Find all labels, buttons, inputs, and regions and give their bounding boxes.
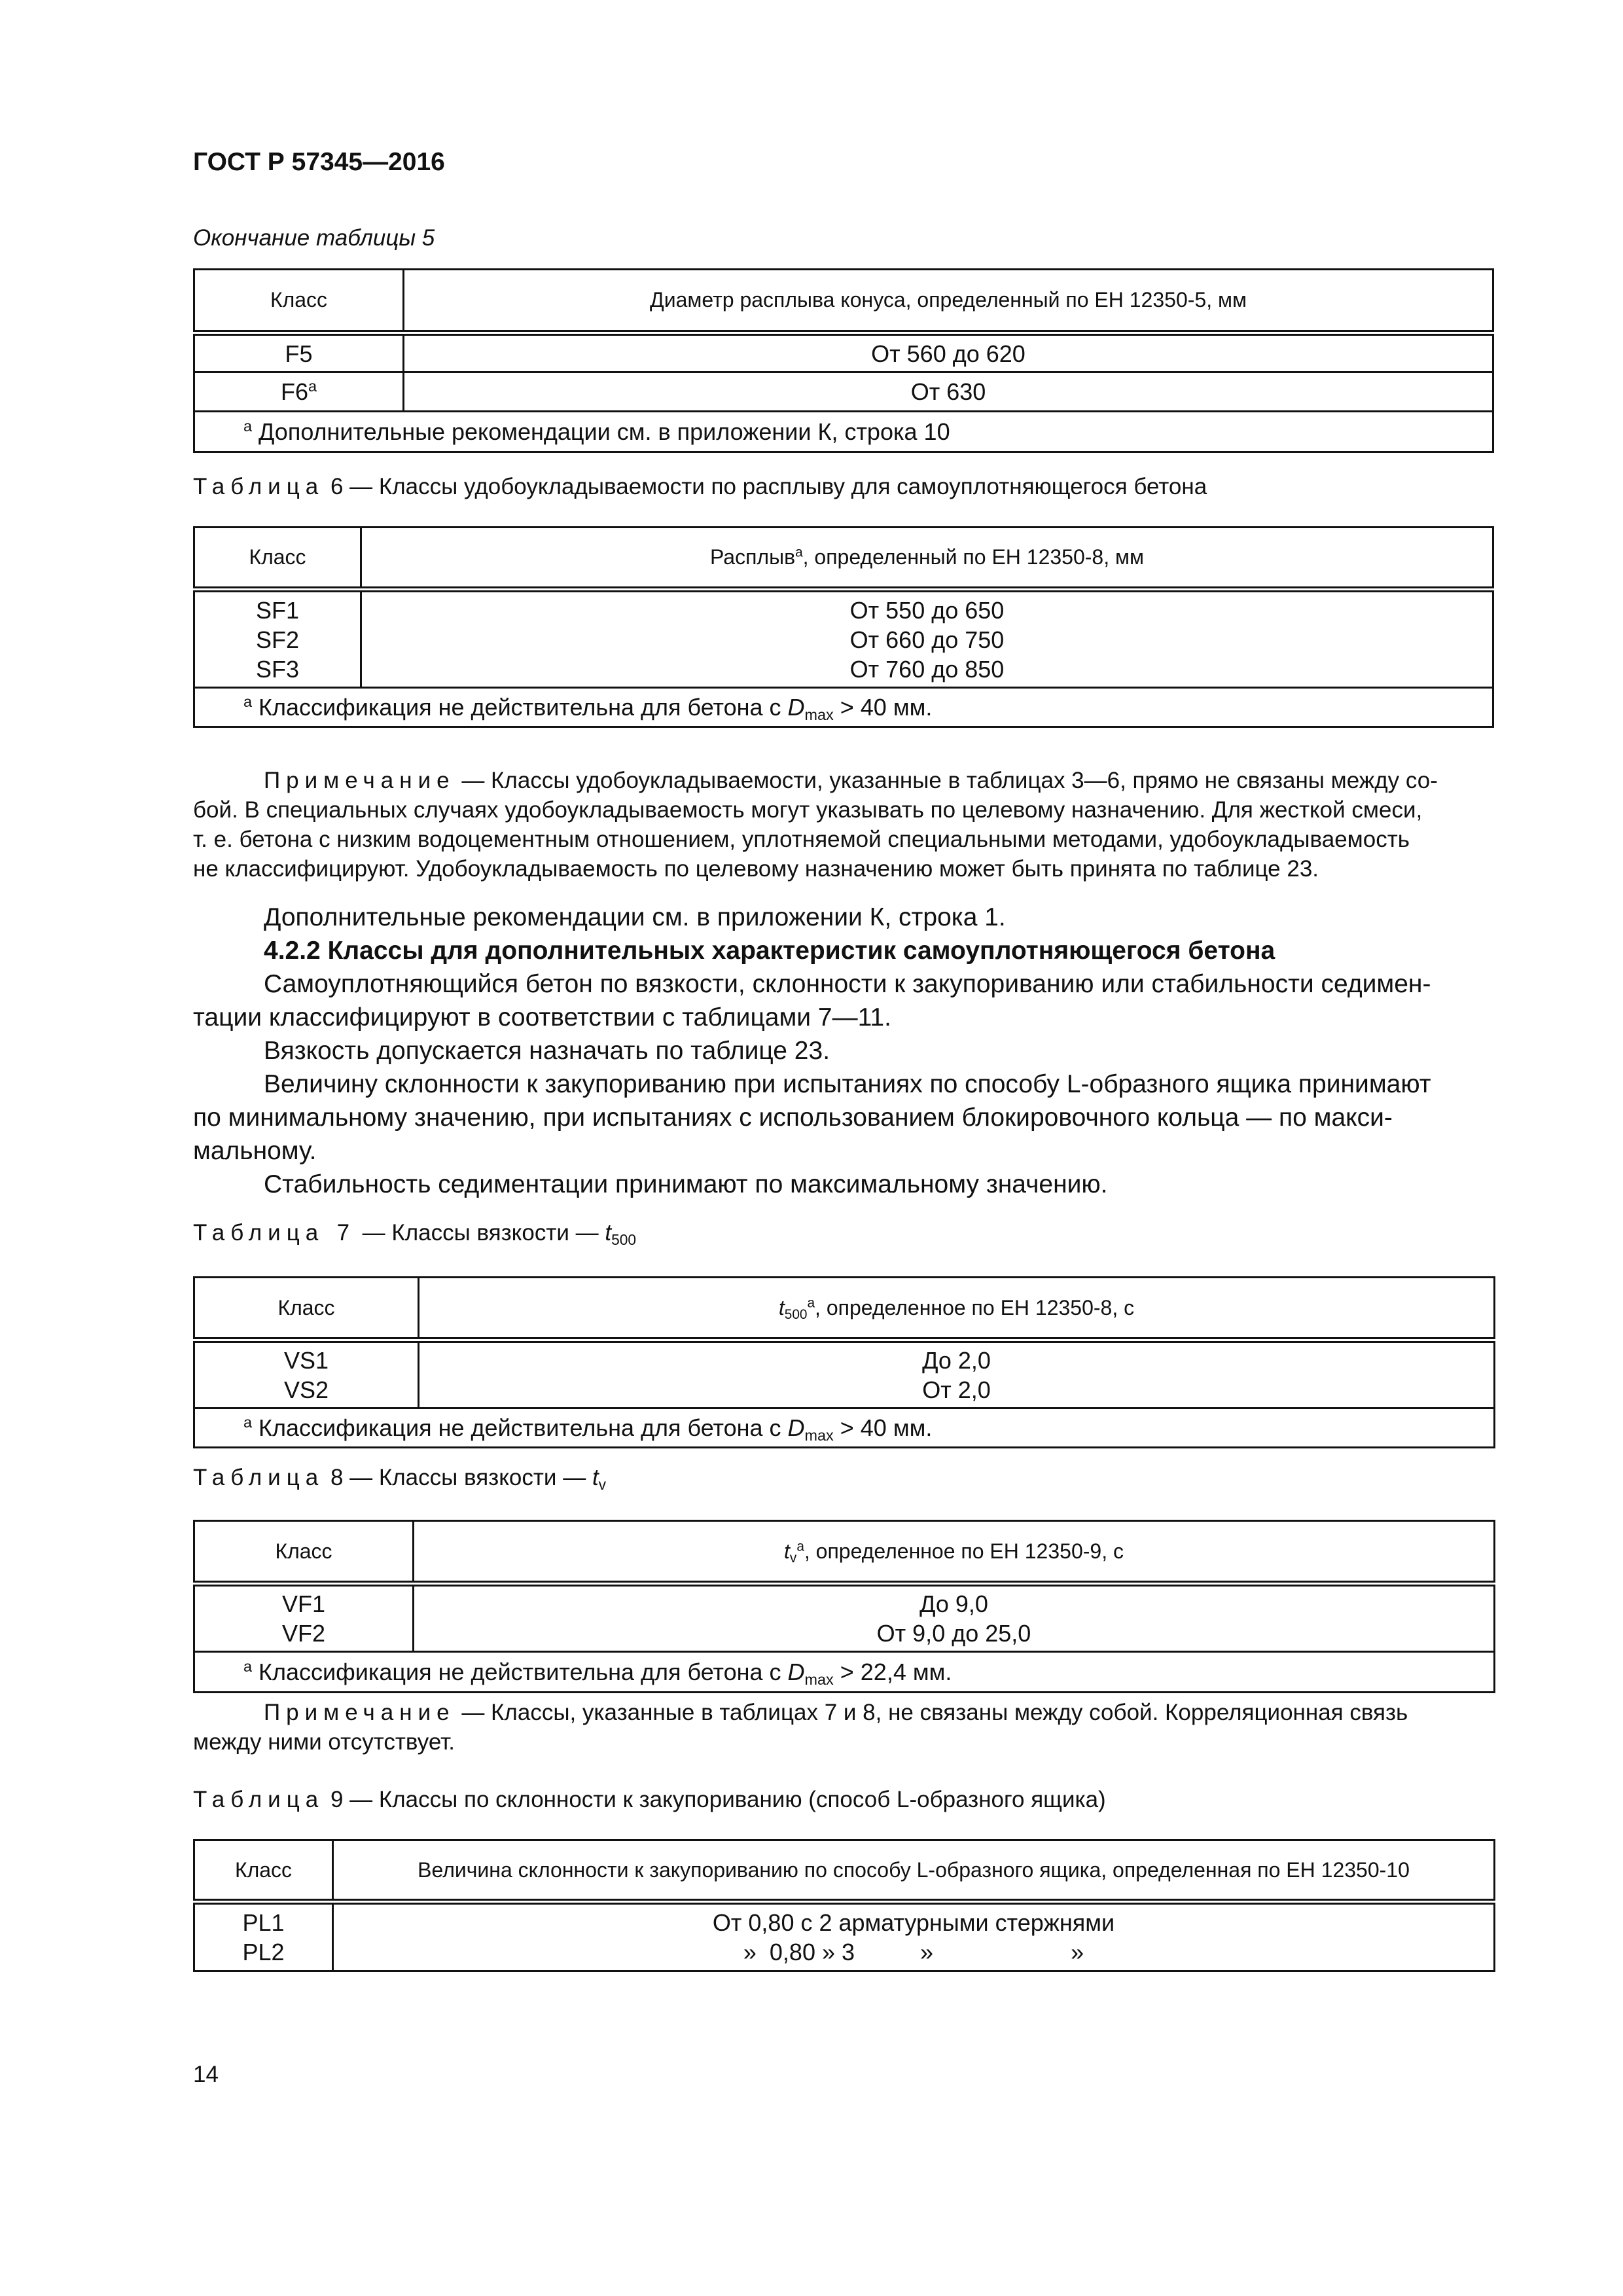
body-text [193, 901, 1494, 1201]
table7-classes [194, 1340, 419, 1408]
table8-class-1: VF1 [281, 1590, 326, 1617]
table5-row1-value: От 560 до 620 [404, 333, 1493, 372]
table9-class-1: PL1 [242, 1909, 285, 1936]
table8 [193, 1520, 1495, 1693]
note1-line2: бой. В специальных случаях удобоукладываемость могут указывать по целевому назначению. Для жесткой смеси, [193, 797, 1423, 823]
table5-col-value: Диаметр расплыва конуса, определенный по ЕН 12350-5, мм [404, 270, 1493, 333]
table8-caption: Таблица 8 — Классы вязкости — $t_v$ [193, 1465, 607, 1493]
paragraph-stability: Стабильность седиментации принимают по максимальному значению. [264, 1170, 1108, 1198]
note1-line3: т. е. бетона с низким водоцементным отношением, уплотняемой специальными методами, удобоукладываемость [193, 827, 1410, 852]
table6 [193, 526, 1494, 728]
paragraph-classification-l1: Самоуплотняющийся бетон по вязкости, склонности к закупориванию или стабильности седимен- [264, 970, 1431, 998]
table7 [193, 1276, 1495, 1448]
document-header: ГОСТ Р 57345—2016 [193, 148, 445, 176]
table7-value-1: До 2,0 [922, 1347, 991, 1374]
table7-value-2: От 2,0 [922, 1376, 991, 1403]
table8-values [414, 1584, 1495, 1652]
table6-value-2: От 660 до 750 [849, 626, 1005, 653]
note2 [193, 1698, 1495, 1757]
table5-row2-value: От 630 [404, 372, 1493, 412]
table9-col-value: Величина склонности к закупориванию по способу L-образного ящика, определенная по ЕН 12350-10 [333, 1840, 1495, 1902]
note1 [193, 766, 1494, 884]
table9 [193, 1839, 1495, 1972]
note2-line2: между ними отсутствует. [193, 1729, 455, 1755]
table8-value-2: От 9,0 до 25,0 [876, 1620, 1031, 1647]
table5 [193, 268, 1494, 453]
table7-caption: Таблица 7 — Классы вязкости — $t_{500}$ [193, 1220, 637, 1248]
table8-footnote: $^a$ Классификация не действительна для бетона с $D_{max} > 22,4$ мм. [194, 1652, 1495, 1693]
table5-row1-class: F5 [194, 333, 404, 372]
paragraph-recommendations: Дополнительные рекомендации см. в приложении К, строка 1. [264, 903, 1006, 931]
table8-col-class: Класс [194, 1521, 414, 1584]
table9-classes [194, 1902, 333, 1971]
table9-value-1: От 0,80 с 2 арматурными стержнями [712, 1909, 1115, 1936]
section-heading: 4.2.2 Классы для дополнительных характеристик самоуплотняющегося бетона [264, 937, 1275, 965]
table9-values [333, 1902, 1495, 1971]
paragraph-viscosity: Вязкость допускается назначать по таблице 23. [264, 1037, 830, 1065]
note1-line1: Примечание — Классы удобоукладываемости, указанные в таблицах 3—6, прямо не связаны между со- [264, 768, 1438, 793]
table7-class-2: VS2 [283, 1376, 329, 1403]
table6-caption: Таблица 6 — Классы удобоукладываемости по расплыву для самоуплотняющегося бетона [193, 474, 1207, 499]
note2-line1: Примечание — Классы, указанные в таблицах 7 и 8, не связаны между собой. Корреляционная связь [264, 1700, 1408, 1725]
table8-col-value: $t_v^a$, определенное по ЕН 12350-9, с [414, 1521, 1495, 1584]
page-number: 14 [193, 2062, 219, 2087]
table6-class-2: SF2 [255, 626, 300, 653]
table9-col-class: Класс [194, 1840, 333, 1902]
table9-value-2: » 0,80 » 3 » » [743, 1939, 1084, 1965]
table7-values [419, 1340, 1495, 1408]
table8-class-2: VF2 [281, 1620, 326, 1647]
table6-value-3: От 760 до 850 [849, 655, 1005, 683]
paragraph-blocking-l3: мальному. [193, 1137, 317, 1165]
table5-row2-class: F6$^a$ [194, 372, 404, 412]
table8-classes [194, 1584, 414, 1652]
table5-caption: Окончание таблицы 5 [193, 225, 435, 251]
table6-values [361, 590, 1493, 688]
table7-col-class: Класс [194, 1278, 419, 1340]
table5-footnote: $^a$ Дополнительные рекомендации см. в приложении К, строка 10 [194, 412, 1493, 452]
table9-caption: Таблица 9 — Классы по склонности к закупориванию (способ L-образного ящика) [193, 1787, 1106, 1812]
paragraph-blocking-l1: Величину склонности к закупориванию при испытаниях по способу L-образного ящика принимают [264, 1070, 1431, 1098]
table7-footnote: $^a$ Классификация не действительна для бетона с $D_{max} > 40$ мм. [194, 1408, 1495, 1448]
table8-value-1: До 9,0 [919, 1590, 988, 1617]
table6-col-class: Класс [194, 528, 361, 590]
table6-classes [194, 590, 361, 688]
table9-class-2: PL2 [242, 1939, 285, 1965]
paragraph-classification-l2: тации классифицируют в соответствии с таблицами 7—11. [193, 1003, 891, 1031]
table6-class-1: SF1 [255, 596, 300, 624]
table6-col-value: Расплыв$^a$, определенный по ЕН 12350-8, мм [361, 528, 1493, 590]
table7-class-1: VS1 [283, 1347, 329, 1374]
table7-col-value: $t_{500}^a$, определенное по ЕН 12350-8, с [419, 1278, 1495, 1340]
paragraph-blocking-l2: по минимальному значению, при испытаниях с использованием блокировочного кольца — по макси- [193, 1103, 1393, 1132]
table6-value-1: От 550 до 650 [849, 596, 1005, 624]
table6-class-3: SF3 [255, 655, 300, 683]
table6-footnote: $^a$ Классификация не действительна для бетона с $D_{max} > 40$ мм. [194, 688, 1493, 727]
note1-line4: не классифицируют. Удобоукладываемость по целевому назначению может быть принята по таблице 23. [193, 856, 1319, 882]
table5-col-class: Класс [194, 270, 404, 333]
